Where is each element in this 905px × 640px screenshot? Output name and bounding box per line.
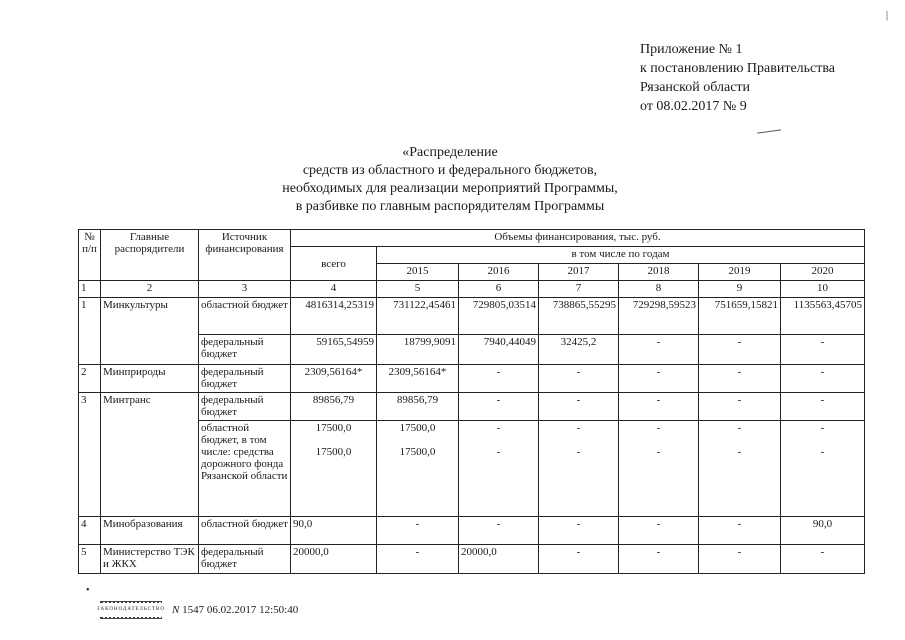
- header-total: всего: [291, 247, 377, 281]
- seal-text: ЗАКОНОДАТЕЛЬСТВО: [96, 603, 166, 617]
- row-value-cell: [781, 421, 865, 517]
- table-row: [79, 365, 865, 393]
- row-num: 1: [79, 298, 101, 365]
- row-value: -: [377, 517, 459, 545]
- row-value: -: [781, 545, 865, 574]
- row-value: -: [619, 393, 699, 421]
- row-value: 20000,0: [291, 545, 377, 574]
- header-year: 2016: [459, 264, 539, 281]
- row-value: 17500,0: [315, 446, 352, 458]
- row-num: 2: [79, 365, 101, 393]
- row-value: -: [377, 545, 459, 574]
- row-value: -: [539, 517, 619, 545]
- stray-mark: •: [86, 585, 90, 596]
- row-value: 17500,0: [399, 446, 436, 458]
- financing-table: [78, 229, 865, 574]
- header-num: № п/п: [79, 230, 101, 281]
- header-managers: Главные распорядители: [101, 230, 199, 281]
- col-number: 2: [101, 281, 199, 298]
- row-value: 751659,15821: [699, 298, 781, 335]
- appendix-line: к постановлению Правительства: [640, 61, 836, 76]
- col-number: 6: [459, 281, 539, 298]
- row-value: -: [496, 422, 501, 434]
- row-value: 59165,54959: [291, 335, 377, 365]
- row-value: -: [619, 335, 699, 365]
- row-value: 1135563,45705: [781, 298, 865, 335]
- row-value: 729805,03514: [459, 298, 539, 335]
- row-value: -: [539, 545, 619, 574]
- row-num: 3: [79, 393, 101, 517]
- seal-icon: [97, 601, 166, 619]
- title-line: «Распределение: [402, 145, 498, 160]
- row-value: 18799,9091: [377, 335, 459, 365]
- col-number: 3: [199, 281, 291, 298]
- appendix-line: от 08.02.2017 № 9: [640, 99, 747, 114]
- row-manager: Минтранс: [101, 393, 199, 517]
- col-number: 9: [699, 281, 781, 298]
- row-manager: Минприроды: [101, 365, 199, 393]
- table-row: [79, 298, 865, 335]
- row-value-cell: [619, 421, 699, 517]
- row-manager: Минкультуры: [101, 298, 199, 365]
- row-value: 2309,56164*: [291, 365, 377, 393]
- row-value: -: [737, 446, 742, 458]
- row-source: федеральный бюджет: [199, 335, 291, 365]
- row-value: -: [699, 517, 781, 545]
- row-value: -: [781, 365, 865, 393]
- row-value-cell: [539, 421, 619, 517]
- row-value: -: [820, 446, 825, 458]
- row-manager: Минобразования: [101, 517, 199, 545]
- row-value: 90,0: [781, 517, 865, 545]
- row-value: -: [539, 365, 619, 393]
- row-value: -: [699, 335, 781, 365]
- row-value: -: [619, 517, 699, 545]
- row-value: 17500,0: [315, 422, 352, 434]
- row-manager: Министерство ТЭК и ЖКХ: [101, 545, 199, 574]
- title-line: средств из областного и федерального бюджетов,: [302, 163, 598, 178]
- appendix-block: [640, 40, 835, 116]
- col-number: 7: [539, 281, 619, 298]
- row-value: -: [656, 446, 661, 458]
- row-value: -: [737, 422, 742, 434]
- document-number-icon: N: [172, 604, 180, 616]
- row-value: -: [820, 422, 825, 434]
- row-source: областной бюджет, в том числе: средства дорожного фонда Рязанской области: [199, 421, 291, 517]
- row-value: 7940,44049: [459, 335, 539, 365]
- row-value: -: [459, 393, 539, 421]
- column-number-row: [79, 281, 865, 298]
- row-value: 4816314,25319: [291, 298, 377, 335]
- row-value: 90,0: [291, 517, 377, 545]
- row-value-cell: [291, 421, 377, 517]
- row-value: 89856,79: [291, 393, 377, 421]
- row-value-cell: [699, 421, 781, 517]
- row-value: -: [619, 545, 699, 574]
- header-year: 2018: [619, 264, 699, 281]
- pen-stroke: [757, 129, 781, 133]
- header-year: 2017: [539, 264, 619, 281]
- header-by-years: в том числе по годам: [377, 247, 865, 264]
- title-line: необходимых для реализации мероприятий Программы,: [282, 181, 618, 196]
- row-value-cell: [459, 421, 539, 517]
- document-title: [250, 144, 650, 216]
- row-source: областной бюджет: [199, 298, 291, 335]
- table-row: [79, 545, 865, 574]
- col-number: 4: [291, 281, 377, 298]
- row-value: 89856,79: [377, 393, 459, 421]
- header-year: 2015: [377, 264, 459, 281]
- row-value: -: [781, 393, 865, 421]
- header-year: 2019: [699, 264, 781, 281]
- row-value: -: [781, 335, 865, 365]
- row-value-cell: [377, 421, 459, 517]
- table-row: [79, 517, 865, 545]
- row-value: 32425,2: [539, 335, 619, 365]
- col-number: 1: [79, 281, 101, 298]
- row-source: федеральный бюджет: [199, 545, 291, 574]
- stamp-value: 1547 06.02.2017 12:50:40: [182, 604, 299, 616]
- row-value: -: [459, 517, 539, 545]
- row-value: -: [496, 446, 501, 458]
- row-value: -: [539, 393, 619, 421]
- row-source: федеральный бюджет: [199, 393, 291, 421]
- stamp-text: [172, 603, 298, 617]
- appendix-line: Приложение № 1: [640, 42, 743, 57]
- row-value: -: [576, 422, 581, 434]
- row-value: 729298,59523: [619, 298, 699, 335]
- col-number: 10: [781, 281, 865, 298]
- row-value: -: [699, 545, 781, 574]
- row-value: -: [699, 365, 781, 393]
- row-value: 17500,0: [399, 422, 436, 434]
- row-value: -: [656, 422, 661, 434]
- row-num: 5: [79, 545, 101, 574]
- row-value: 738865,55295: [539, 298, 619, 335]
- row-value: 2309,56164*: [377, 365, 459, 393]
- table-row: [79, 393, 865, 421]
- row-value: -: [699, 393, 781, 421]
- row-source: федеральный бюджет: [199, 365, 291, 393]
- header-volumes: Объемы финансирования, тыс. руб.: [291, 230, 865, 247]
- row-value: -: [576, 446, 581, 458]
- col-number: 5: [377, 281, 459, 298]
- vertical-mark: |: [886, 10, 889, 21]
- row-num: 4: [79, 517, 101, 545]
- row-value: 20000,0: [459, 545, 539, 574]
- registration-footer: [97, 600, 299, 620]
- row-value: -: [459, 365, 539, 393]
- appendix-line: Рязанской области: [640, 80, 751, 95]
- row-value: -: [619, 365, 699, 393]
- header-year: 2020: [781, 264, 865, 281]
- title-line: в разбивке по главным распорядителям Программы: [295, 199, 605, 214]
- header-source: Источник финансирования: [199, 230, 291, 281]
- row-source: областной бюджет: [199, 517, 291, 545]
- row-value: 731122,45461: [377, 298, 459, 335]
- col-number: 8: [619, 281, 699, 298]
